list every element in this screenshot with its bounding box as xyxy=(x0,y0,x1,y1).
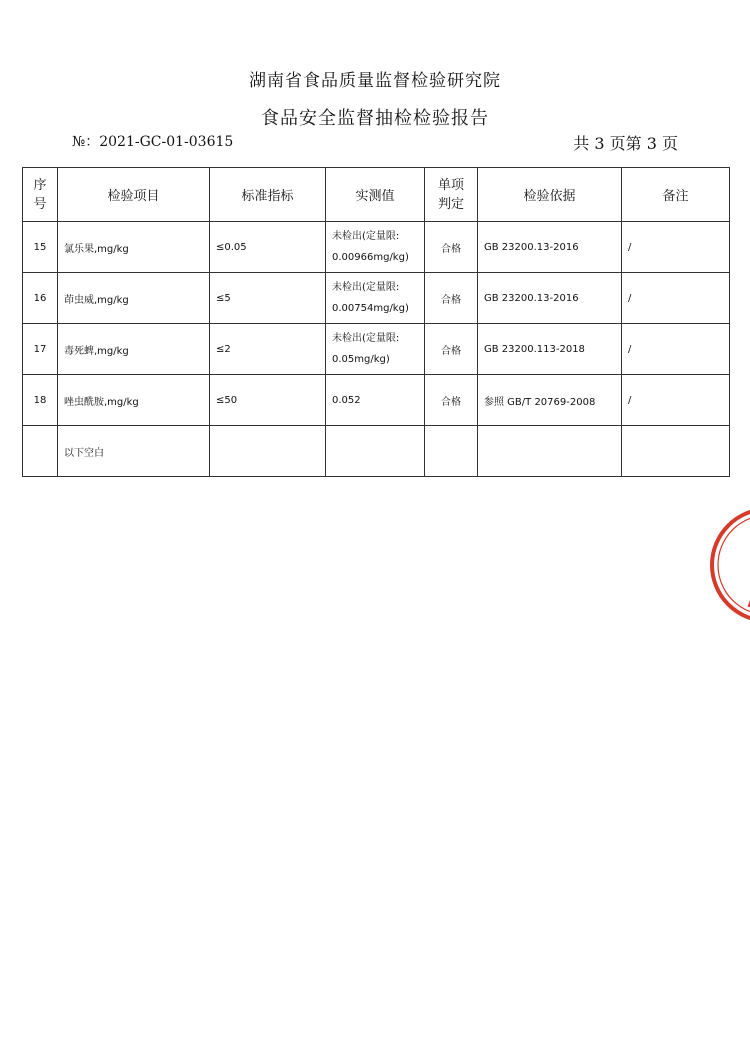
report-number: №：2021-GC-01-03615 xyxy=(72,134,234,150)
row-standard: ≤50 xyxy=(210,375,326,426)
row-standard: ≤2 xyxy=(210,324,326,375)
empty-cell xyxy=(622,426,730,477)
page-info: 共 3 页第 3 页 xyxy=(573,134,678,153)
row-measured-line1: 未检出(定量限: xyxy=(332,333,400,344)
empty-cell xyxy=(210,426,326,477)
row-standard: ≤0.05 xyxy=(210,222,326,273)
col-header-item: 检验项目 xyxy=(58,168,210,222)
row-remark: / xyxy=(622,375,730,426)
table-header-row xyxy=(23,168,730,222)
row-measured-line2: 0.05mg/kg) xyxy=(332,354,390,365)
row-number-empty xyxy=(23,426,58,477)
row-basis: GB 23200.13-2016 xyxy=(478,222,622,273)
col-header-measured: 实测值 xyxy=(326,168,425,222)
end-note: 以下空白 xyxy=(58,426,210,477)
row-measured xyxy=(326,222,425,273)
inspection-table xyxy=(22,167,730,477)
empty-cell xyxy=(478,426,622,477)
table-row xyxy=(23,222,730,273)
row-number: 16 xyxy=(23,273,58,324)
table-row xyxy=(23,324,730,375)
row-item: 茚虫威,mg/kg xyxy=(58,273,210,324)
row-remark: / xyxy=(622,273,730,324)
empty-cell xyxy=(326,426,425,477)
row-item: 毒死蜱,mg/kg xyxy=(58,324,210,375)
row-measured-line1: 未检出(定量限: xyxy=(332,282,400,293)
col-header-basis: 检验依据 xyxy=(478,168,622,222)
institute-name: 湖南省食品质量监督检验研究院 xyxy=(249,71,501,91)
row-measured-line2: 0.00966mg/kg) xyxy=(332,252,409,263)
table-row xyxy=(23,273,730,324)
official-seal xyxy=(708,505,750,625)
row-number: 18 xyxy=(23,375,58,426)
col-header-judgment-line2: 判定 xyxy=(437,196,464,212)
row-item: 氯乐果,mg/kg xyxy=(58,222,210,273)
row-basis: GB 23200.113-2018 xyxy=(478,324,622,375)
row-remark: / xyxy=(622,222,730,273)
row-measured-line2: 0.00754mg/kg) xyxy=(332,303,409,314)
row-judgment: 合格 xyxy=(425,324,478,375)
row-remark: / xyxy=(622,324,730,375)
col-header-no-line1: 序 xyxy=(33,177,47,193)
table-row xyxy=(23,375,730,426)
report-title: 食品安全监督抽检检验报告 xyxy=(261,108,489,129)
col-header-remark: 备注 xyxy=(622,168,730,222)
row-measured xyxy=(326,273,425,324)
table-row-end xyxy=(23,426,730,477)
row-measured-line1: 0.052 xyxy=(332,394,361,406)
row-number: 15 xyxy=(23,222,58,273)
row-standard: ≤5 xyxy=(210,273,326,324)
row-number: 17 xyxy=(23,324,58,375)
row-judgment: 合格 xyxy=(425,273,478,324)
col-header-no-line2: 号 xyxy=(33,196,47,212)
col-header-judgment xyxy=(425,168,478,222)
col-header-judgment-line1: 单项 xyxy=(437,177,464,193)
empty-cell xyxy=(425,426,478,477)
row-item: 唑虫酰胺,mg/kg xyxy=(58,375,210,426)
row-judgment: 合格 xyxy=(425,222,478,273)
row-measured xyxy=(326,324,425,375)
col-header-standard: 标准指标 xyxy=(210,168,326,222)
row-basis: 参照 GB/T 20769-2008 xyxy=(478,375,622,426)
row-basis: GB 23200.13-2016 xyxy=(478,273,622,324)
row-judgment: 合格 xyxy=(425,375,478,426)
col-header-no xyxy=(23,168,58,222)
row-measured xyxy=(326,375,425,426)
row-measured-line1: 未检出(定量限: xyxy=(332,231,400,242)
